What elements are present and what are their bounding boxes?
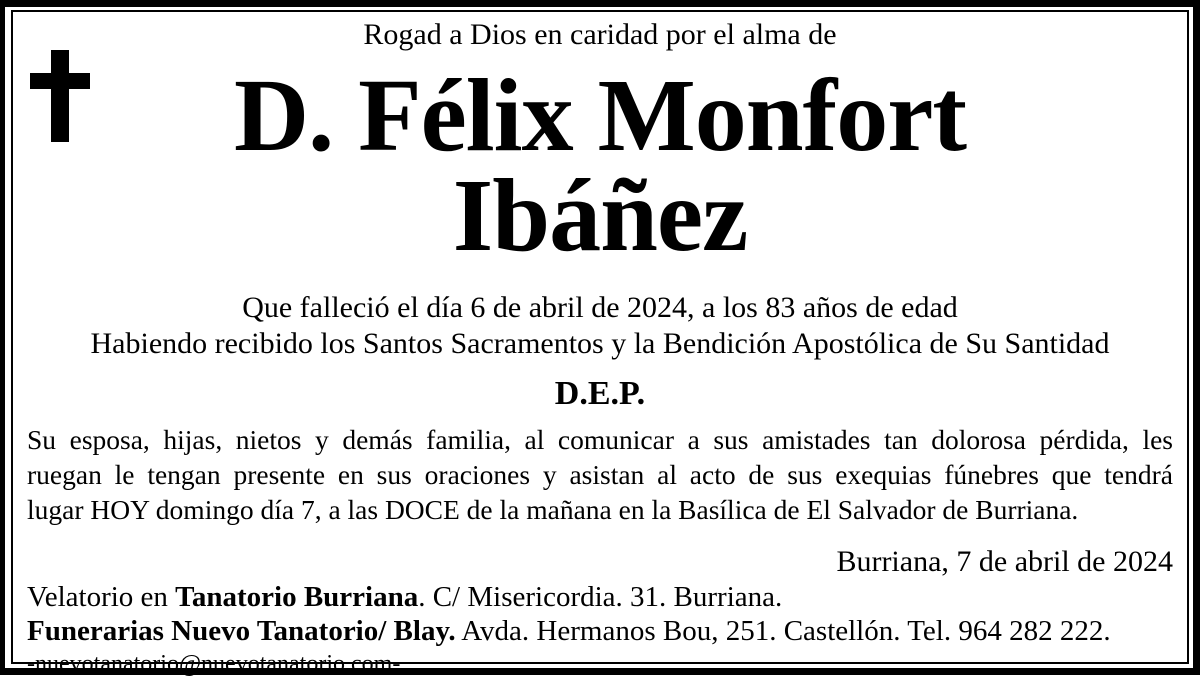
obituary-inner-border xyxy=(11,10,1189,677)
latin-cross-icon xyxy=(30,50,90,142)
obituary-content xyxy=(13,12,1187,677)
family-message-line-2: ruegan le tengan presente en sus oraciones y asistan al acto de sus exequias fúnebres que tendrá xyxy=(27,459,1173,490)
invocation-line: Rogad a Dios en caridad por el alma de xyxy=(363,18,837,51)
funeral-home-name: Funerarias Nuevo Tanatorio/ Blay. xyxy=(27,615,456,647)
sacraments-statement: Habiendo recibido los Santos Sacramentos y la Bendición Apostólica de Su Santidad xyxy=(90,327,1110,360)
funeral-home-line xyxy=(27,615,1173,647)
wake-place-name: Tanatorio Burriana xyxy=(175,581,419,613)
wake-prefix: Velatorio en xyxy=(27,581,176,613)
wake-location-line xyxy=(27,581,1173,613)
cross-vertical-bar xyxy=(51,50,69,142)
family-message-line-1: Su esposa, hijas, nietos y demás familia, al comunicar a sus amistades tan dolorosa pérdida, les xyxy=(27,424,1173,455)
family-message-line-3: lugar HOY domingo día 7, a las DOCE de la mañana en la Basílica de El Salvador de Burriana. xyxy=(27,494,1079,525)
cross-horizontal-bar xyxy=(30,73,90,89)
rip-abbreviation: D.E.P. xyxy=(554,375,646,412)
funeral-home-details: Avda. Hermanos Bou, 251. Castellón. Tel. 964 282 222. xyxy=(455,615,1111,647)
place-dateline: Burriana, 7 de abril de 2024 xyxy=(836,545,1173,578)
family-message xyxy=(27,422,1173,527)
funeral-home-email: -nuevotanatorio@nuevotanatorio.com- xyxy=(27,651,401,677)
death-statement: Que falleció el día 6 de abril de 2024, a los 83 años de edad xyxy=(242,291,958,324)
wake-address: . C/ Misericordia. 31. Burriana. xyxy=(418,581,783,613)
deceased-name: D. Félix Monfort Ibáñez xyxy=(233,58,966,273)
